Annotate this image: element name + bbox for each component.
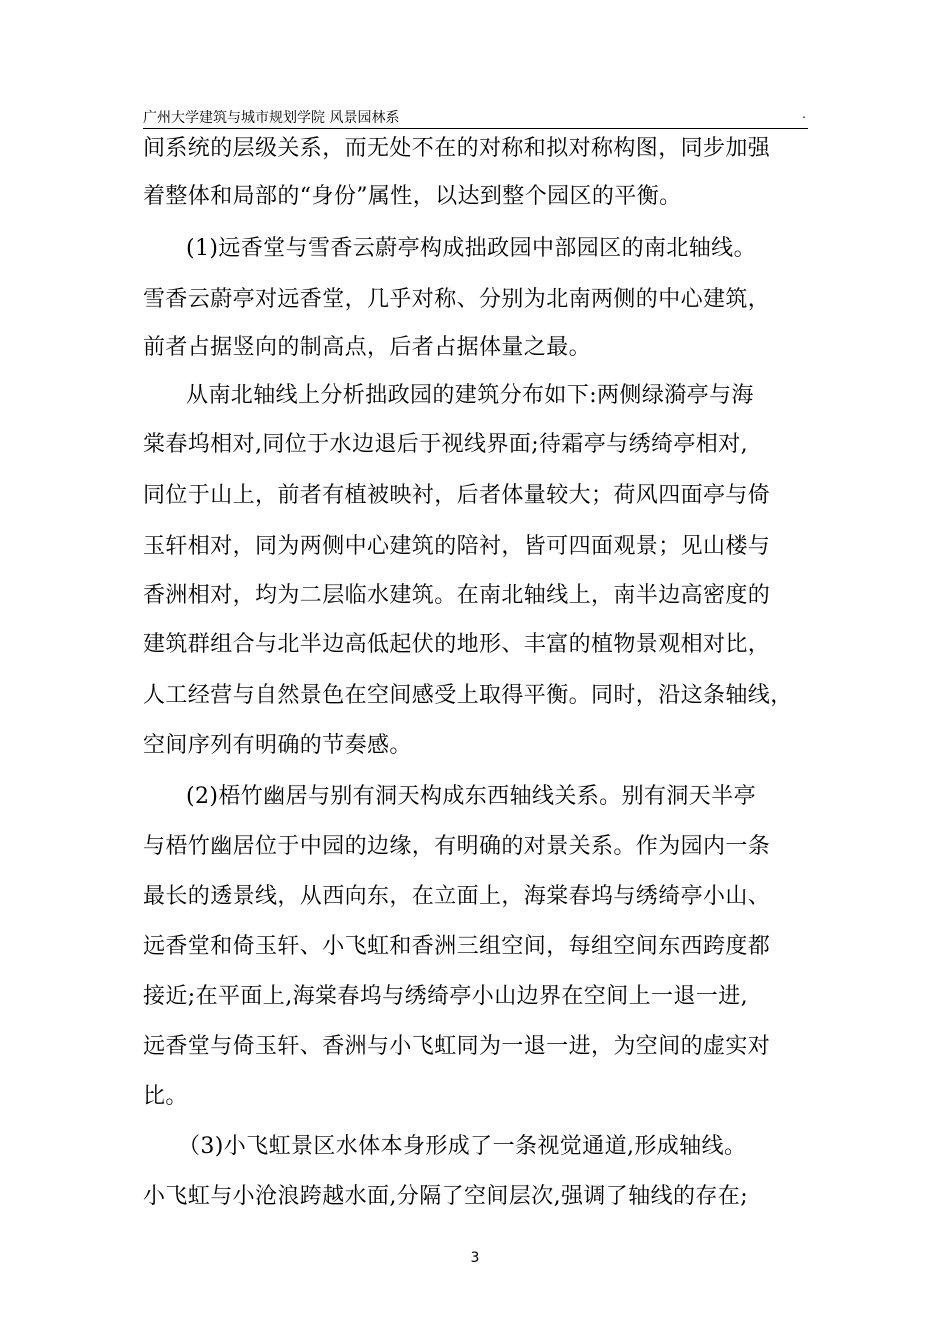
body-line: 从南北轴线上分析拙政园的建筑分布如下:两侧绿漪亭与海	[186, 383, 754, 408]
header-mark: .	[802, 107, 806, 121]
body-line: 雪香云蔚亭对远香堂，几乎对称、分别为北南两侧的中心建筑，	[143, 287, 771, 312]
body-line: 着整体和局部的“身份”属性，以达到整个园区的平衡。	[143, 184, 682, 209]
running-header	[143, 106, 808, 129]
body-line: 远香堂与倚玉轩、香洲与小飞虹同为一退一进，为空间的虚实对	[143, 1034, 771, 1059]
body-line: 远香堂和倚玉轩、小飞虹和香洲三组空间，每组空间东西跨度都	[143, 934, 771, 959]
body-line: 前者占据竖向的制高点，后者占据体量之最。	[143, 335, 592, 360]
body-line: 与梧竹幽居位于中园的边缘，有明确的对景关系。作为园内一条	[143, 834, 771, 859]
body-line: 玉轩相对，同为两侧中心建筑的陪衬，皆可四面观景；见山楼与	[143, 534, 771, 559]
body-line: 香洲相对，均为二层临水建筑。在南北轴线上，南半边高密度的	[143, 583, 771, 608]
body-line: 间系统的层级关系，而无处不在的对称和拟对称构图，同步加强	[143, 136, 771, 161]
body-line: （3)小飞虹景区水体本身形成了一条视觉通道,形成轴线。	[178, 1134, 747, 1159]
body-line: (1)远香堂与雪香云蔚亭构成拙政园中部园区的南北轴线。	[186, 236, 756, 261]
body-line: 最长的透景线，从西向东，在立面上，海棠春坞与绣绮亭小山、	[143, 884, 771, 909]
body-line: 小飞虹与小沧浪跨越水面,分隔了空间层次,强调了轴线的存在;	[143, 1184, 749, 1209]
body-line: 同位于山上，前者有植被映衬，后者体量较大；荷风四面亭与倚	[143, 483, 771, 508]
body-line: 棠春坞相对,同位于水边退后于视线界面;待霜亭与绣绮亭相对,	[143, 432, 749, 457]
body-line: 人工经营与自然景色在空间感受上取得平衡。同时，沿这条轴线，	[143, 683, 793, 708]
body-line: 空间序列有明确的节奏感。	[143, 733, 412, 758]
page-number: 3	[470, 1250, 480, 1266]
body-line: 建筑群组合与北半边高低起伏的地形、丰富的植物景观相对比，	[143, 632, 771, 657]
body-line: 比。	[143, 1084, 188, 1109]
body-line: (2)梧竹幽居与别有洞天构成东西轴线关系。别有洞天半亭	[186, 784, 756, 809]
body-line: 接近;在平面上,海棠春坞与绣绮亭小山边界在空间上一退一进,	[143, 984, 749, 1009]
header-text: 广州大学建筑与城市规划学院 风景园林系	[143, 110, 400, 126]
